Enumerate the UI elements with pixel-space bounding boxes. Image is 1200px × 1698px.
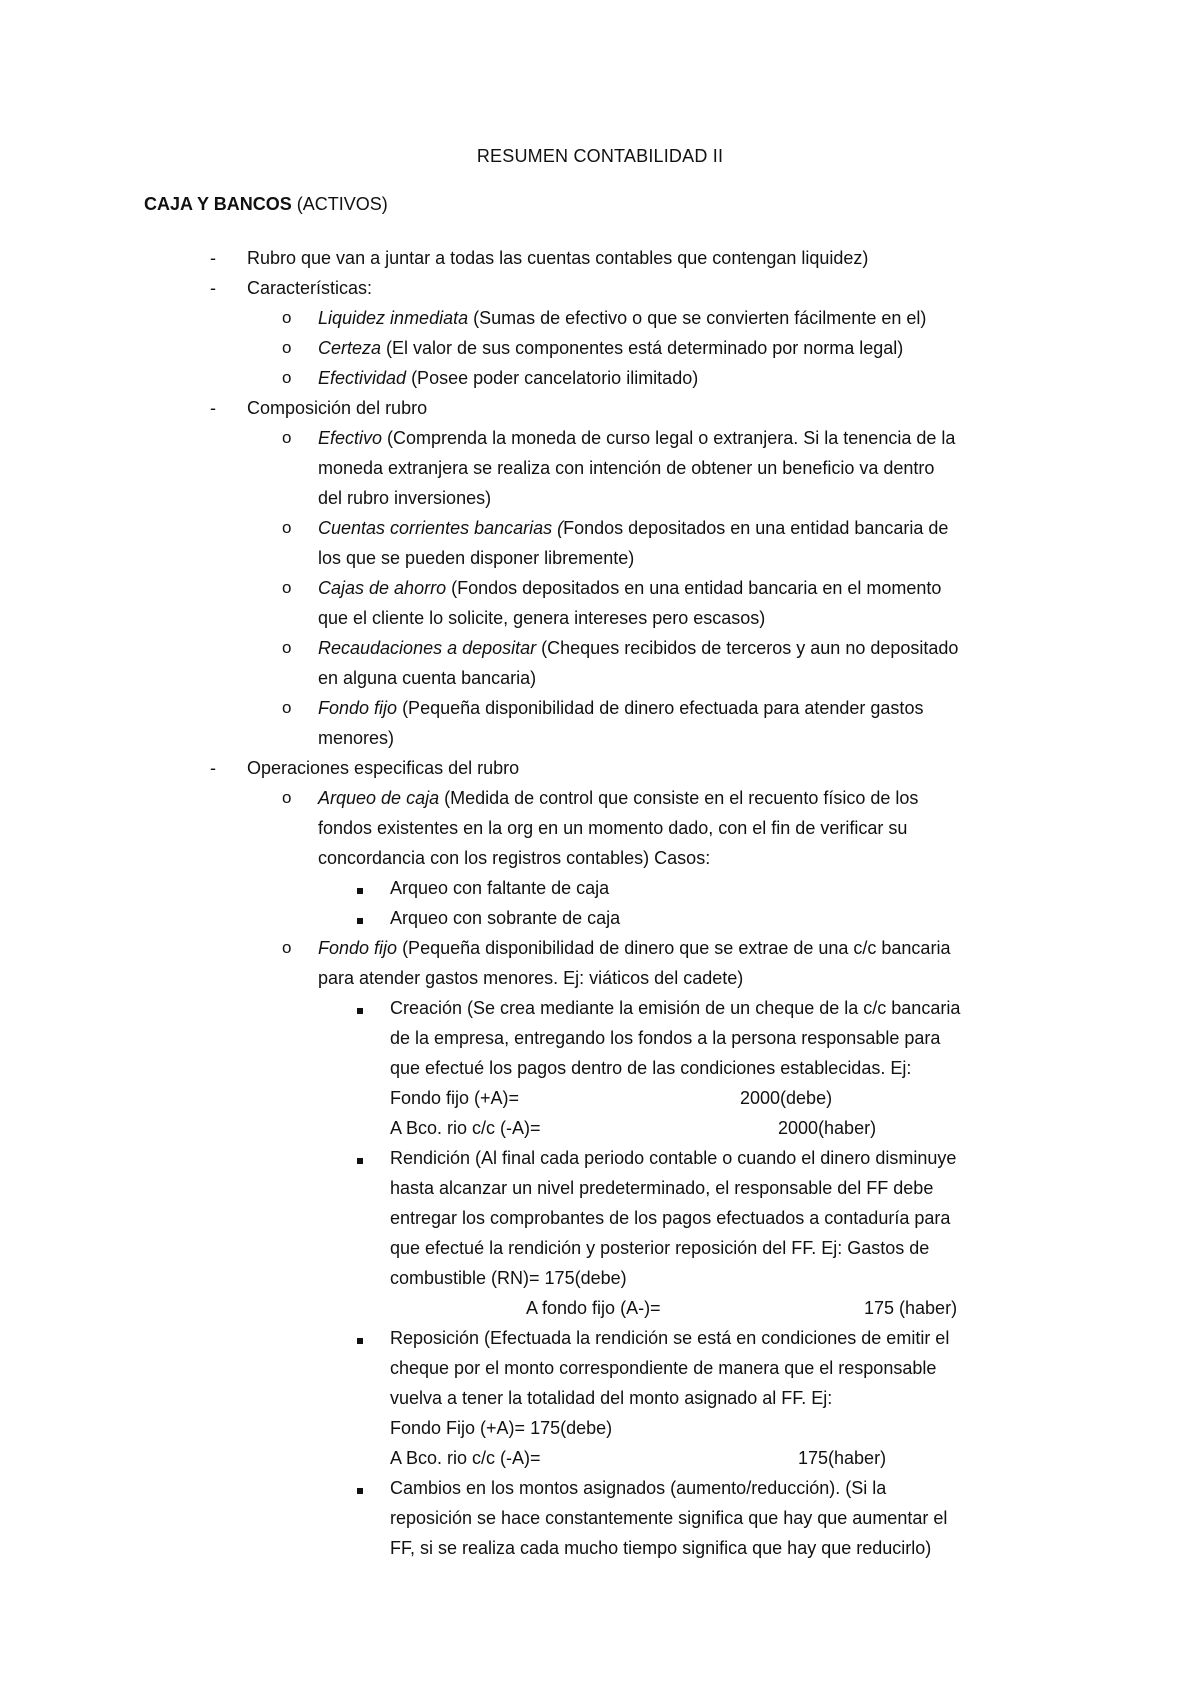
line-text: para atender gastos menores. Ej: viáticos del cadete) (318, 968, 744, 988)
line-text: que efectué la rendición y posterior reposición del FF. Ej: Gastos de (390, 1238, 930, 1258)
line-text: Rubro que van a juntar a todas las cuentas contables que contengan liquidez) (247, 248, 869, 268)
list-item-line (318, 486, 491, 510)
circle-bullet-icon: o (282, 938, 292, 957)
circle-bullet-icon: o (282, 338, 292, 357)
list-item-line (318, 366, 698, 390)
dash-bullet-icon: - (210, 278, 216, 298)
line-text: que el cliente lo solicite, genera intereses pero escasos) (318, 608, 766, 628)
list-item-line (318, 306, 926, 330)
list-item-line (318, 576, 941, 600)
square-bullet-icon (357, 996, 363, 1020)
line-text: cheque por el monto correspondiente de manera que el responsable (390, 1358, 937, 1378)
line-text: combustible (RN)= 175(debe) (390, 1268, 627, 1288)
circle-bullet-icon: o (282, 638, 292, 657)
square-bullet-icon (357, 906, 363, 930)
line-text: menores) (318, 728, 395, 748)
line-text: FF, si se realiza cada mucho tiempo significa que hay que reducirlo) (390, 1538, 932, 1558)
line-text: (Sumas de efectivo o que se convierten fácilmente en el) (468, 308, 927, 328)
line-text: que efectué los pagos dentro de las condiciones establecidas. Ej: (390, 1058, 912, 1078)
list-item-line (390, 1116, 541, 1140)
square-bullet-icon (357, 1326, 363, 1350)
line-text: Arqueo con sobrante de caja (390, 908, 621, 928)
list-item-line (318, 696, 923, 720)
list-item-line (390, 1146, 956, 1170)
line-text: Fondos depositados en una entidad bancaria de (563, 518, 949, 538)
line-text: Creación (Se crea mediante la emisión de un cheque de la c/c bancaria (390, 998, 961, 1018)
list-item-line (247, 276, 372, 300)
list-item-line (318, 726, 394, 750)
line-text: concordancia con los registros contables) Casos: (318, 848, 711, 868)
square-bullet-icon (357, 876, 363, 900)
line-text: (Posee poder cancelatorio ilimitado) (406, 368, 699, 388)
list-item-line (390, 1476, 886, 1500)
term-label: Fondo fijo (318, 698, 398, 718)
term-label: Cuentas corrientes bancarias ( (318, 518, 564, 538)
line-text: Rendición (Al final cada periodo contable o cuando el dinero disminuye (390, 1148, 957, 1168)
list-item-line (390, 1086, 519, 1110)
circle-bullet-icon: o (282, 578, 292, 597)
list-item-line (390, 1236, 929, 1260)
term-label: Liquidez inmediata (318, 308, 469, 328)
list-item-line (318, 846, 710, 870)
list-item-line (390, 1536, 931, 1560)
line-text: Arqueo con faltante de caja (390, 878, 610, 898)
list-item-line (247, 756, 519, 780)
term-label: Recaudaciones a depositar (318, 638, 537, 658)
line-text: los que se pueden disponer libremente) (318, 548, 635, 568)
term-label: Efectivo (318, 428, 383, 448)
list-item-line (390, 1386, 832, 1410)
list-item-line (318, 936, 950, 960)
list-item-line (390, 1026, 940, 1050)
line-text: Fondo fijo (+A)= (390, 1088, 520, 1108)
line-text: A Bco. rio c/c (-A)= (390, 1448, 541, 1468)
term-label: Fondo fijo (318, 938, 398, 958)
list-item-line (390, 1266, 627, 1290)
list-item-line (390, 1416, 612, 1440)
circle-bullet-icon: o (282, 308, 292, 327)
list-item-line (318, 546, 634, 570)
list-item-line (526, 1296, 661, 1320)
line-text: A fondo fijo (A-)= (526, 1298, 661, 1318)
line-text: hasta alcanzar un nivel predeterminado, el responsable del FF debe (390, 1178, 934, 1198)
list-item-line (318, 816, 907, 840)
line-text: (Pequeña disponibilidad de dinero que se extrae de una c/c bancaria (397, 938, 951, 958)
circle-bullet-icon: o (282, 788, 292, 807)
section-heading-bold: CAJA Y BANCOS (144, 194, 292, 214)
list-item-line (390, 906, 620, 930)
line-text: Cambios en los montos asignados (aumento/reducción). (Si la (390, 1478, 887, 1498)
line-text: moneda extranjera se realiza con intención de obtener un beneficio va dentro (318, 458, 935, 478)
list-item-line (390, 876, 609, 900)
line-text: del rubro inversiones) (318, 488, 492, 508)
line-text: (El valor de sus componentes está determinado por norma legal) (381, 338, 904, 358)
section-heading (144, 194, 388, 215)
list-item-line (318, 636, 958, 660)
list-item-line (390, 1326, 949, 1350)
line-text: (Comprenda la moneda de curso legal o extranjera. Si la tenencia de la (382, 428, 956, 448)
list-item-line (247, 396, 427, 420)
line-text: de la empresa, entregando los fondos a la persona responsable para (390, 1028, 941, 1048)
entry-amount: 2000(haber) (778, 1118, 877, 1138)
list-item-line (390, 1506, 947, 1530)
square-bullet-icon (357, 1476, 363, 1500)
list-item-line (390, 1056, 911, 1080)
line-text: fondos existentes en la org en un momento dado, con el fin de verificar su (318, 818, 908, 838)
entry-amount: 175 (haber) (864, 1298, 958, 1318)
section-heading-rest: (ACTIVOS) (291, 194, 388, 214)
list-item-line (318, 786, 918, 810)
list-item-line (390, 1176, 933, 1200)
list-item-line (247, 246, 868, 270)
line-text: (Cheques recibidos de terceros y aun no depositado (536, 638, 959, 658)
list-item-line (390, 1206, 950, 1230)
square-bullet-icon (357, 1146, 363, 1170)
circle-bullet-icon: o (282, 428, 292, 447)
list-item-line (318, 426, 955, 450)
dash-bullet-icon: - (210, 758, 216, 778)
circle-bullet-icon: o (282, 368, 292, 387)
list-item-line (390, 1356, 936, 1380)
line-text: entregar los comprobantes de los pagos efectuados a contaduría para (390, 1208, 951, 1228)
document-title: RESUMEN CONTABILIDAD II (476, 146, 724, 166)
term-label: Certeza (318, 338, 382, 358)
list-item-line (318, 966, 743, 990)
line-text: Fondo Fijo (+A)= 175(debe) (390, 1418, 613, 1438)
line-text: A Bco. rio c/c (-A)= (390, 1118, 541, 1138)
list-item-line (318, 336, 903, 360)
list-item-line (390, 996, 960, 1020)
line-text: (Medida de control que consiste en el recuento físico de los (439, 788, 919, 808)
list-item-line (318, 666, 536, 690)
list-item-line (318, 516, 948, 540)
line-text: (Fondos depositados en una entidad bancaria en el momento (446, 578, 942, 598)
dash-bullet-icon: - (210, 248, 216, 268)
entry-amount: 2000(debe) (740, 1088, 833, 1108)
entry-amount: 175(haber) (798, 1448, 887, 1468)
line-text: (Pequeña disponibilidad de dinero efectuada para atender gastos (397, 698, 924, 718)
list-item-line (318, 606, 765, 630)
term-label: Efectividad (318, 368, 407, 388)
circle-bullet-icon: o (282, 698, 292, 717)
circle-bullet-icon: o (282, 518, 292, 537)
term-label: Arqueo de caja (318, 788, 440, 808)
dash-bullet-icon: - (210, 398, 216, 418)
line-text: Composición del rubro (247, 398, 428, 418)
list-item-line (318, 456, 934, 480)
term-label: Cajas de ahorro (318, 578, 447, 598)
line-text: Características: (247, 278, 373, 298)
line-text: Reposición (Efectuada la rendición se está en condiciones de emitir el (390, 1328, 950, 1348)
line-text: Operaciones especificas del rubro (247, 758, 520, 778)
line-text: en alguna cuenta bancaria) (318, 668, 537, 688)
line-text: vuelva a tener la totalidad del monto asignado al FF. Ej: (390, 1388, 833, 1408)
line-text: reposición se hace constantemente significa que hay que aumentar el (390, 1508, 948, 1528)
list-item-line (390, 1446, 541, 1470)
